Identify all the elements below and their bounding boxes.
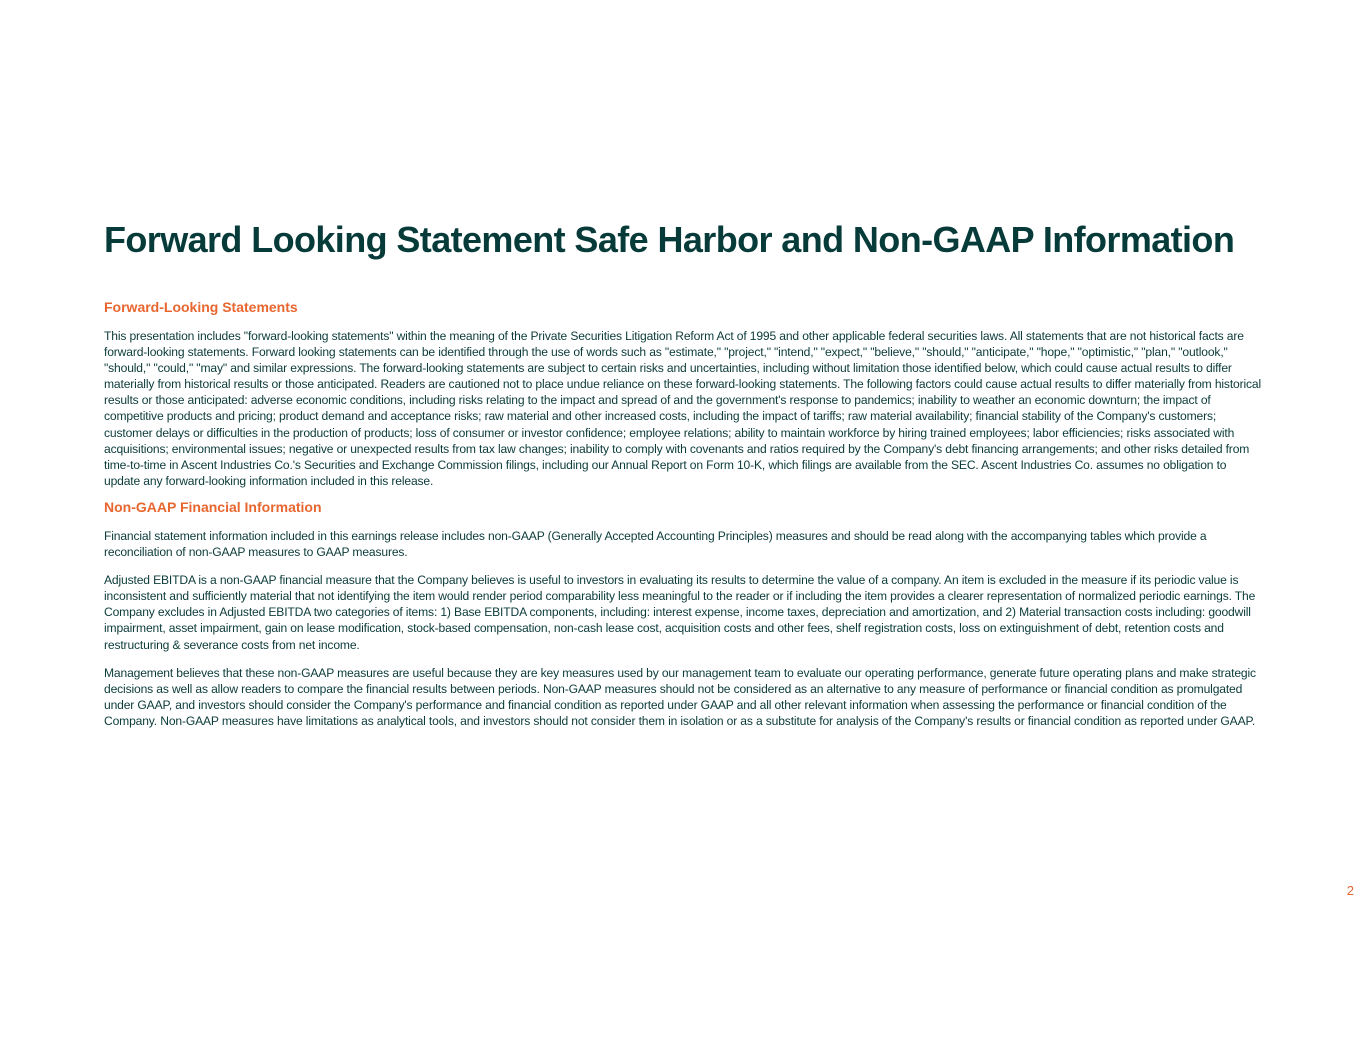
forward-looking-heading: Forward-Looking Statements <box>104 299 298 315</box>
slide-body <box>104 296 1264 741</box>
page-title: Forward Looking Statement Safe Harbor and Non-GAAP Information <box>104 219 1235 260</box>
adjusted-ebitda-paragraph: Adjusted EBITDA is a non-GAAP financial measure that the Company believes is useful to investors in evaluating its results to determine the value of a company. An item is excluded in the measure if its periodic value is inconsistent and sufficiently material that not identifying the item would render period comparability less meaningful to the reader or if including the item provides a clearer representation of normalized periodic earnings. The Company excludes in Adjusted EBITDA two categories of items: 1) Base EBITDA components, including: interest expense, income taxes, depreciation and amortization, and 2) Material transaction costs including: goodwill impairment, asset impairment, gain on lease modification, stock-based compensation, non-cash lease cost, acquisition costs and other fees, shelf registration costs, loss on extinguishment of debt, retention costs and restructuring & severance costs from net income. <box>104 573 1256 652</box>
page-number: 2 <box>1346 883 1354 898</box>
management-beliefs-paragraph: Management believes that these non-GAAP measures are useful because they are key measures used by our management team to evaluate our operating performance, generate future operating plans and make strategic decisions as well as allow readers to compare the financial results between periods. Non-GAAP measures should not be considered as an alternative to any measure of performance or financial condition as promulgated under GAAP, and investors should consider the Company's performance and financial condition as reported under GAAP and all other relevant information when assessing the performance or financial condition of the Company. Non-GAAP measures have limitations as analytical tools, and investors should not consider them in isolation or as a substitute for analysis of the Company's results or financial condition as reported under GAAP. <box>104 665 1256 728</box>
forward-looking-paragraph: This presentation includes "forward-looking statements" within the meaning of the Private Securities Litigation Reform Act of 1995 and other applicable federal securities laws. All statements that are not historical facts are forward-looking statements. Forward looking statements can be identified through the use of words such as "estimate," "project," "intend," "expect," "believe," "should," "anticipate," "hope," "optimistic," "plan," "outlook," "should," "could," "may" and similar expressions. The forward-looking statements are subject to certain risks and uncertainties, including without limitation those identified below, which could cause actual results to differ materially from historical results or those anticipated. Readers are cautioned not to place undue reliance on these forward-looking statements. The following factors could cause actual results to differ materially from historical results or those anticipated: adverse economic conditions, including risks relating to the impact and spread of and the government's response to pandemics; inability to weather an economic downturn; the impact of competitive products and pricing; product demand and acceptance risks; raw material and other increased costs, including the impact of tariffs; raw material availability; financial stability of the Company's customers; customer delays or difficulties in the production of products; loss of consumer or investor confidence; employee relations; ability to maintain workforce by hiring trained employees; labor efficiencies; risks associated with acquisitions; environmental issues; negative or unexpected results from tax law changes; inability to comply with covenants and ratios required by the Company's debt financing arrangements; and other risks detailed from time-to-time in Ascent Industries Co.'s Securities and Exchange Commission filings, including our Annual Report on Form 10-K, which filings are available from the SEC. Ascent Industries Co. assumes no obligation to update any forward-looking information included in this release. <box>104 329 1262 488</box>
forward-looking-section <box>104 296 1264 489</box>
non-gaap-heading: Non-GAAP Financial Information <box>104 498 322 515</box>
non-gaap-intro-paragraph: Financial statement information included in this earnings release includes non-GAAP (Generally Accepted Accounting Principles) measures and should be read along with the accompanying tables which provide a reconciliation of non-GAAP measures to GAAP measures. <box>104 528 1207 560</box>
non-gaap-section <box>104 496 1264 729</box>
